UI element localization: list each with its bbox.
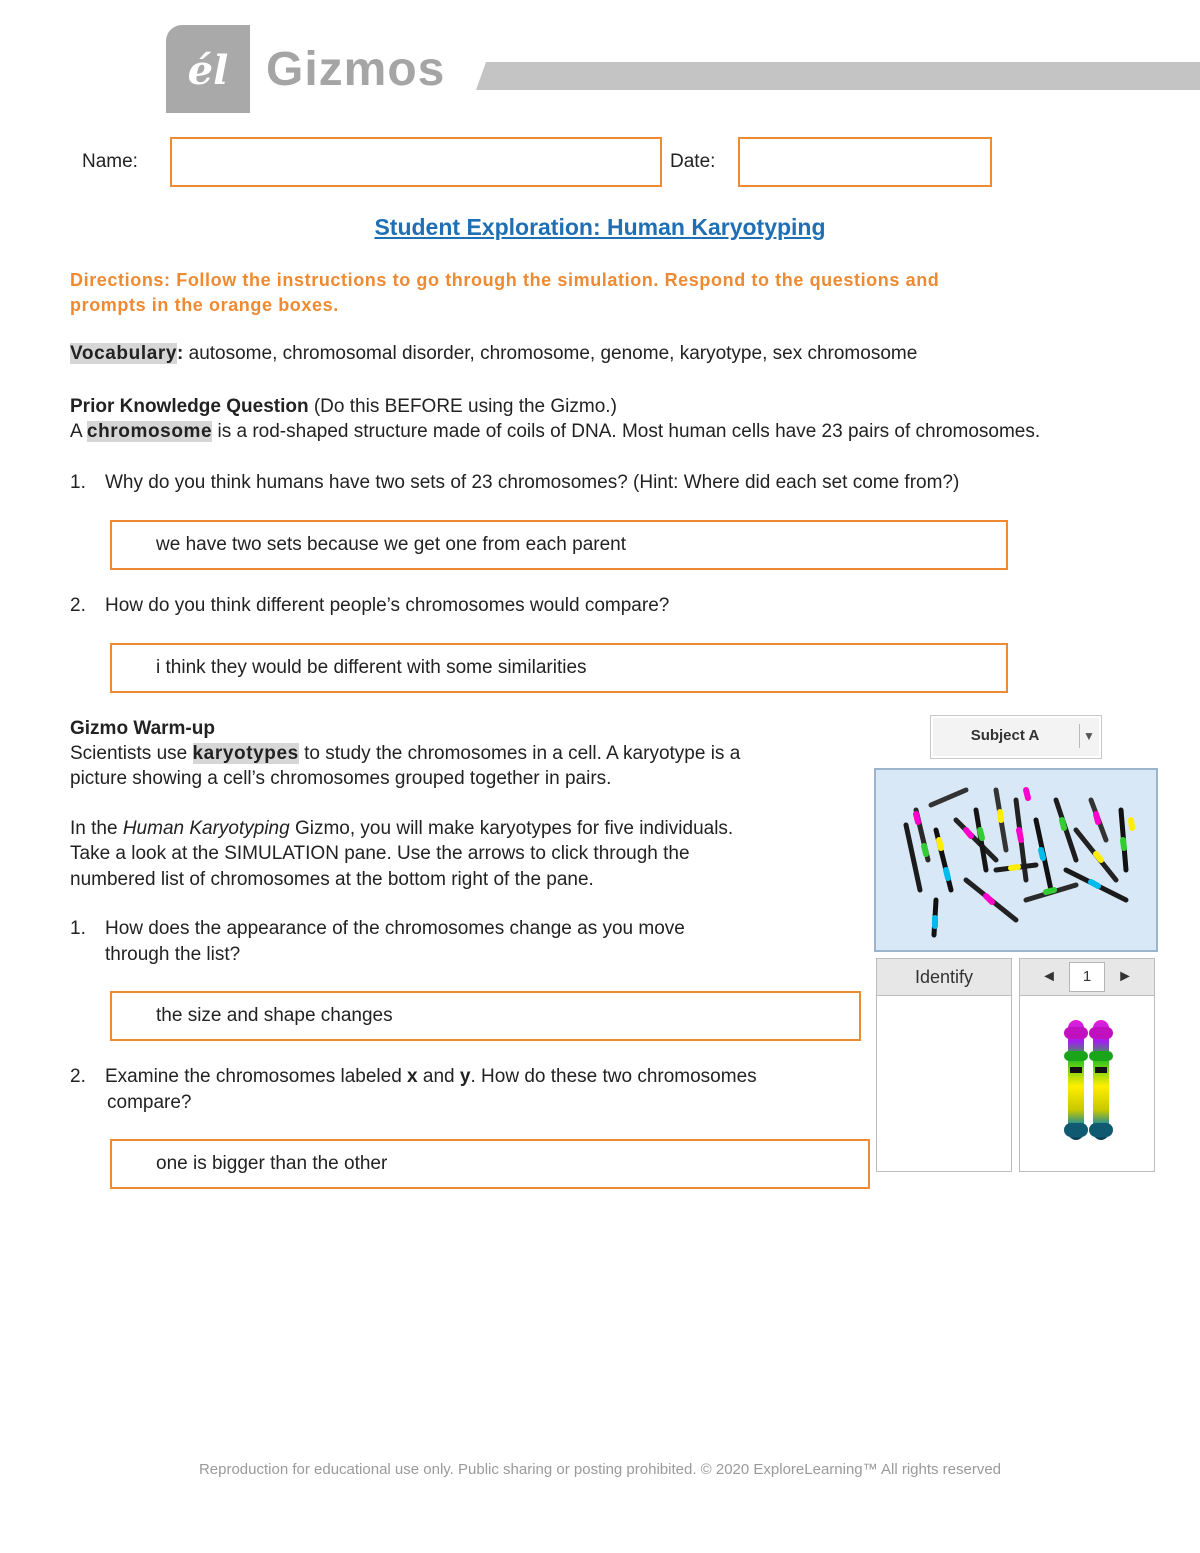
name-field[interactable] [170, 137, 662, 187]
warmup-question-1: 1. How does the appearance of the chromosomes change as you move [70, 918, 685, 939]
warmup-p2-line2: Take a look at the SIMULATION pane. Use the arrows to click through the [70, 843, 690, 864]
karyotypes-term: karyotypes [192, 743, 299, 764]
footer-copyright: Reproduction for educational use only. Public sharing or posting prohibited. © 2020 ExploreLearning™ All rights reserved [198, 1461, 1002, 1478]
vocabulary-label: Vocabulary [70, 343, 178, 364]
explorelearning-logo: él [166, 25, 250, 113]
answer-box-prior-1[interactable]: we have two sets because we get one from each parent [110, 520, 1008, 570]
identify-button[interactable]: Identify [877, 959, 1011, 996]
chromosome-pair-image [1020, 995, 1154, 1171]
chromosome-number[interactable]: 1 [1069, 962, 1105, 992]
warmup-p1-line1: Scientists use karyotypes to study the chromosomes in a cell. A karyotype is a [70, 743, 741, 764]
subject-select-value: Subject A [970, 727, 1040, 744]
prior-knowledge-heading: Prior Knowledge Question (Do this BEFORE using the Gizmo.) [70, 396, 617, 417]
date-label: Date: [670, 151, 716, 172]
subject-select[interactable] [930, 715, 1102, 759]
page-title: Student Exploration: Human Karyotyping [374, 214, 826, 240]
chromosome-term: chromosome [86, 421, 213, 442]
warmup-question-2-line2: compare? [107, 1092, 192, 1113]
chromosome-definition: A chromosome is a rod-shaped structure made of coils of DNA. Most human cells have 23 pairs of chromosomes. [70, 421, 1041, 442]
gizmos-brand: Gizmos [266, 43, 446, 96]
date-field[interactable] [738, 137, 992, 187]
directions-line-1: Directions: Follow the instructions to go through the simulation. Respond to the questions and [70, 270, 940, 290]
vocabulary: Vocabulary: autosome, chromosomal disorder, chromosome, genome, karyotype, sex chromosome [70, 343, 918, 364]
chromosome-spread-image [876, 770, 1156, 950]
warmup-question-1-line2: through the list? [105, 944, 241, 965]
warmup-p2-line3: numbered list of chromosomes at the bottom right of the pane. [70, 869, 594, 890]
warmup-question-2: 2. Examine the chromosomes labeled x and y. How do these two chromosomes [70, 1066, 757, 1087]
chevron-down-icon[interactable]: ▼ [1079, 724, 1098, 748]
prev-arrow-icon[interactable]: ◄ [1041, 968, 1057, 985]
identify-panel [876, 958, 1012, 1172]
warmup-p2-line1: In the Human Karyotyping Gizmo, you will make karyotypes for five individuals. [70, 818, 734, 839]
header-bar [476, 62, 1200, 90]
prior-question-1: 1. Why do you think humans have two sets of 23 chromosomes? (Hint: Where did each set come from?) [70, 472, 960, 493]
next-arrow-icon[interactable]: ► [1117, 968, 1133, 985]
answer-box-prior-2[interactable]: i think they would be different with some similarities [110, 643, 1008, 693]
answer-box-warmup-2[interactable]: one is bigger than the other [110, 1139, 870, 1189]
warmup-p1-line2: picture showing a cell’s chromosomes grouped together in pairs. [70, 768, 612, 789]
warmup-heading: Gizmo Warm-up [70, 718, 215, 739]
simulation-pane [874, 768, 1158, 952]
chromosome-viewer [1019, 958, 1155, 1172]
prior-question-2: 2. How do you think different people’s chromosomes would compare? [70, 595, 670, 616]
name-label: Name: [82, 151, 138, 172]
vocabulary-terms: autosome, chromosomal disorder, chromosome, genome, karyotype, sex chromosome [183, 343, 918, 364]
directions-line-2: prompts in the orange boxes. [70, 295, 339, 315]
answer-box-warmup-1[interactable]: the size and shape changes [110, 991, 861, 1041]
chromosome-nav [1020, 959, 1154, 996]
